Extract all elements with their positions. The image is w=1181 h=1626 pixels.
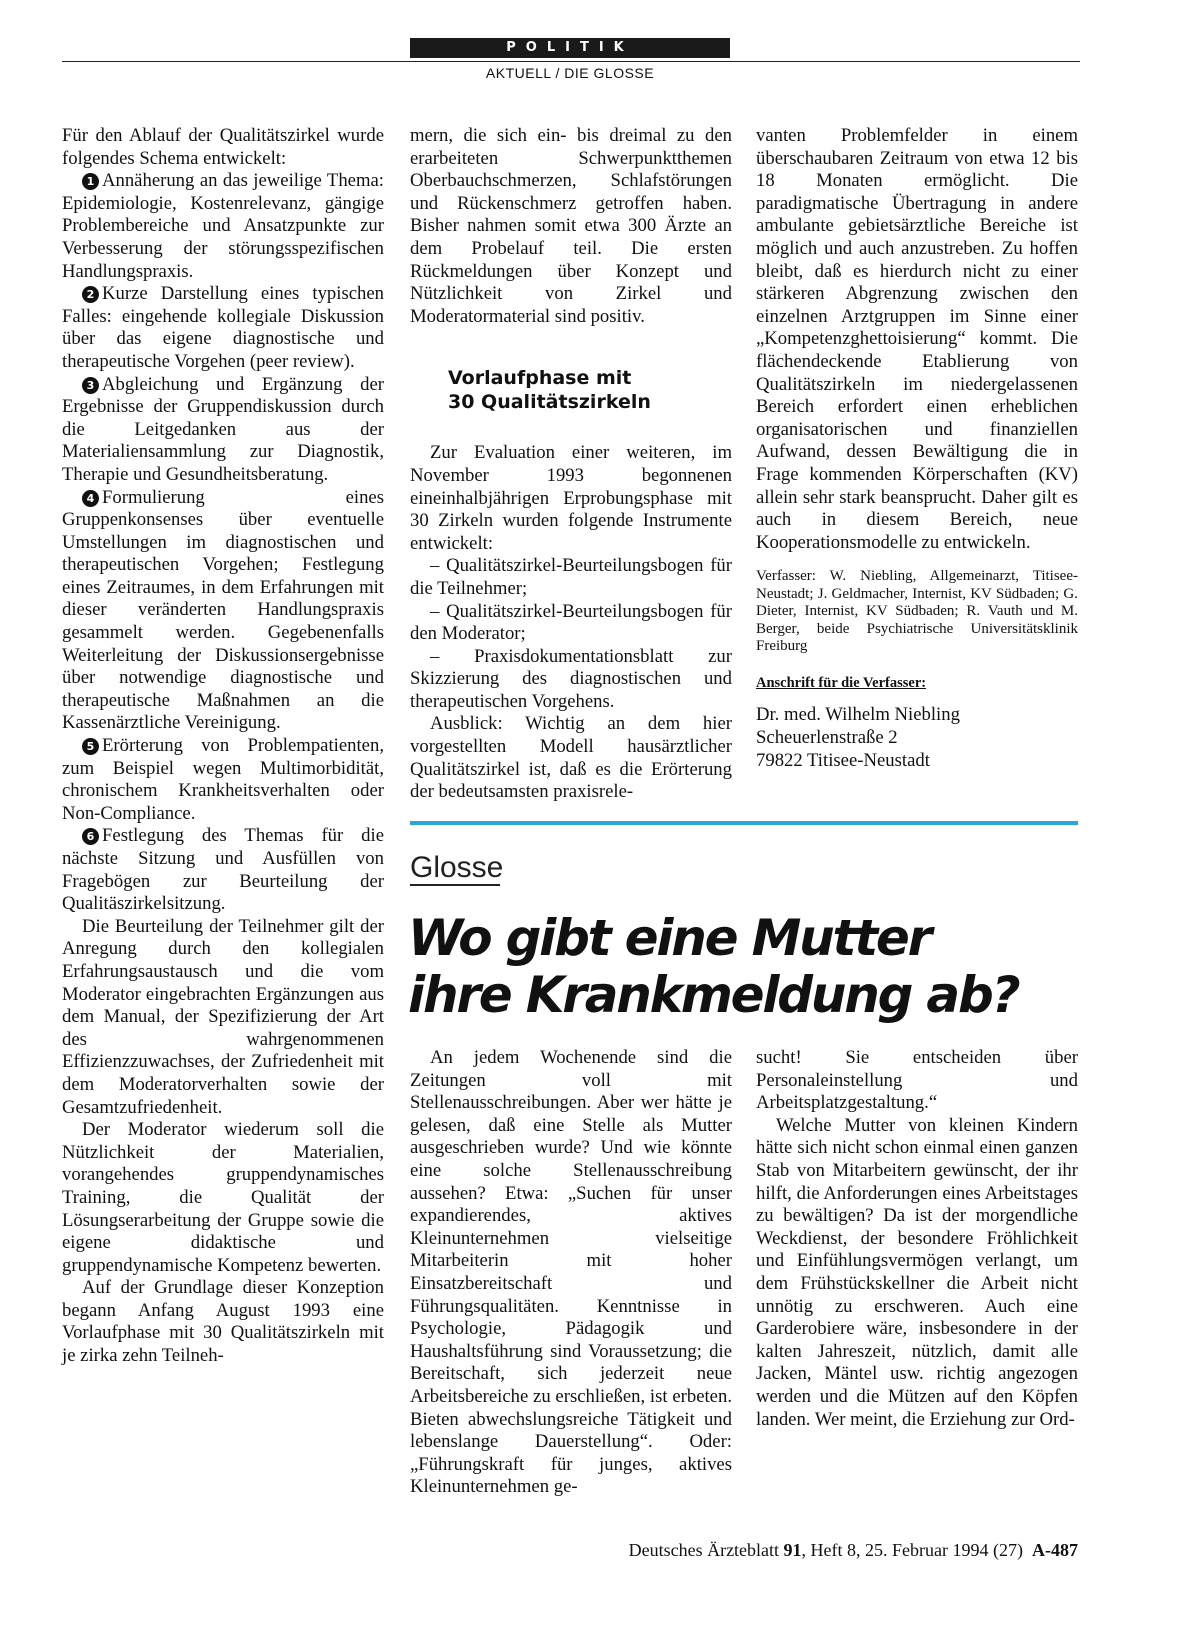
list-item: – Praxisdokumentationsblatt zur Skizzierung des diagnostischen und therapeutischen Vorgehens. (410, 645, 732, 712)
page-number: A-487 (1032, 1540, 1078, 1560)
subsection-label: AKTUELL / DIE GLOSSE (485, 65, 655, 81)
glosse-rubric: Glosse (410, 851, 504, 884)
paragraph: An jedem Wochenende sind die Zeitungen voll mit Stellenausschreibungen. Aber wer hätte je gelesen, daß eine Stelle als Mutter ausgeschrieben wurde? Und wie könnte eine solche Stellenausschreibung aussehen? Etwa: „Suchen für unser expandierendes, aktives Kleinunternehmen vielseitige Mitarbeiterin mit hoher Einsatzbereitschaft und Führungsqualitäten. Kenntnisse in Psychologie, Pädagogik und Haushaltsführung sind Voraussetzung; die Bereitschaft, sich jederzeit neue Arbeitsbereiche zu erschließen, ist erbeten. Bieten abwechslungsreiche Tätigkeit und lebenslange Dauerstellung“. Oder: „Führungskraft für junges, aktives Kleinunternehmen ge- (410, 1047, 732, 1498)
paragraph: Auf der Grundlage dieser Konzeption begann Anfang August 1993 eine Vorlaufphase mit 30 Qualitätszirkeln mit je zirka zehn Teilneh- (62, 1277, 384, 1367)
list-item: 5 Erörterung von Problempatienten, zum Beispiel wegen Multimorbidität, chronischem Krankheitsverhalten oder Non-Compliance. (62, 735, 384, 824)
page-footer (560, 1540, 1078, 1561)
number-badge-3: 3 (82, 377, 99, 394)
list-item: – Qualitätszirkel-Beurteilungsbogen für die Teilnehmer; (410, 555, 732, 599)
number-badge-4: 4 (82, 490, 99, 507)
journal-name: Deutsches Ärzteblatt (628, 1540, 784, 1560)
list-item: 4 Formulierung eines Gruppenkonsenses über eventuelle Umstellungen im diagnostischen und therapeutischen Vorgehen; Festlegung eines Zeitraumes, in dem Erfahrungen mit dieser veränderten Handlungspraxis gesammelt werden. Gegebenenfalls Weiterleitung der Diskussionsergebnisse über notwendige diagnostische und therapeutische Maßnahmen an die Kassenärztliche Vereinigung. (62, 486, 384, 734)
number-badge-1: 1 (82, 173, 99, 190)
address-block: Dr. med. Wilhelm Niebling Scheuerlenstraße 2 79822 Titisee-Neustadt (756, 704, 960, 771)
glosse-column-2 (756, 1047, 1078, 1431)
number-badge-2: 2 (82, 286, 99, 303)
article-column-2 (410, 125, 732, 804)
section-label: POLITIK (410, 38, 730, 58)
issue-info: , Heft 8, 25. Februar 1994 (27) (801, 1540, 1023, 1560)
paragraph: sucht! Sie entscheiden über Personaleinstellung und Arbeitsplatzgestaltung.“ (756, 1047, 1078, 1114)
paragraph: Welche Mutter von kleinen Kindern hätte sich nicht schon einmal einen ganzen Stab von Mitarbeitern gewünscht, der ihr hilft, die Anforderungen eines Arbeitstages zu bewältigen? Da ist der morgendliche Weckdienst, der besondere Fröhlichkeit und Einfühlungsvermögen verlangt, um dem Frühstückskellner die Arbeit nicht unnötig zu erschweren. Auch eine Garderobiere wäre, insbesondere in der kalten Jahreszeit, nützlich, damit alle Jacken, Mäntel usw. richtig angezogen werden und die Mützen auf den Köpfen landen. Wer meint, die Erziehung zur Ord- (756, 1114, 1078, 1430)
article-column-3 (756, 125, 1078, 772)
address-label: Anschrift für die Verfasser: (756, 674, 927, 691)
list-item: 6 Festlegung des Themas für die nächste Sitzung und Ausfüllen von Fragebögen zur Beurteilung der Qualitäszirkelsitzung. (62, 825, 384, 915)
paragraph: Für den Ablauf der Qualitätszirkel wurde folgendes Schema entwickelt: (62, 125, 384, 169)
paragraph: Der Moderator wiederum soll die Nützlichkeit der Materialien, vorangehendes gruppendynamisches Training, die Qualität der Lösungserarbeitung der Gruppe sowie die eigene didaktische und gruppendynamische Kompetenz bewerten. (62, 1119, 384, 1276)
list-item: 2 Kurze Darstellung eines typischen Falles: eingehende kollegiale Diskussion über das eigene diagnostische und therapeutische Vorgehen (peer review). (62, 283, 384, 372)
header-rule (62, 61, 1080, 62)
list-item: 1 Annäherung an das jeweilige Thema: Epidemiologie, Kostenrelevanz, gängige Problembereiche und Ansatzpunkte zur Verbesserung der störungsspezifischen Handlungspraxis. (62, 170, 384, 282)
list-item: 3 Abgleichung und Ergänzung der Ergebnisse der Gruppendiskussion durch die Leitgedanken aus der Materialiensammlung zur Diagnostik, Therapie und Gesundheitsberatung. (62, 373, 384, 485)
volume-number: 91 (783, 1540, 802, 1560)
paragraph: vanten Problemfelder in einem überschaubaren Zeitraum von etwa 12 bis 18 Monaten ermöglicht. Die paradigmatische Übertragung in andere ambulante gebietsärztliche Bereiche ist möglich und auch anzustreben. Zu hoffen bleibt, daß es hierdurch nicht zu einer stärkeren Abgrenzung zwischen den einzelnen Arztgruppen im Sinne einer „Kompetenzghettoisierung“ kommt. Die flächendeckende Etablierung von Qualitätszirkeln im niedergelassenen Bereich erfordert einen erheblichen organisatorischen und finanziellen Aufwand, dessen Bewältigung die in Frage kommenden Körperschaften (KV) allein sehr stark beansprucht. Daher gilt es auch in diesem Bereich, neue Kooperationsmodelle zu entwickeln. (756, 125, 1078, 553)
number-badge-5: 5 (82, 738, 99, 755)
author-credits: Verfasser: W. Niebling, Allgemeinarzt, Titisee-Neustadt; J. Geldmacher, Internist, KV Südbaden; G. Dieter, Internist, KV Südbaden; R. Vauth und M. Berger, beide Psychiatrische Universitätsklinik Freiburg (756, 568, 1078, 655)
glosse-headline: Wo gibt eine Mutter ihre Krankmeldung ab? (408, 909, 1019, 1024)
list-item: – Qualitätszirkel-Beurteilungsbogen für den Moderator; (410, 600, 732, 645)
paragraph: Die Beurteilung der Teilnehmer gilt der Anregung durch den kollegialen Erfahrungsaustausch und die vom Moderator eingebrachten Ergänzungen aus dem Manual, der Spezifizierung der Art des wahrgenommenen Effizienzzuwachses, der Zufriedenheit mit dem Moderatorverhalten sowie der Gesamtzufriedenheit. (62, 915, 384, 1118)
paragraph: Zur Evaluation einer weiteren, im November 1993 begonnenen eineinhalbjährigen Erprobungsphase mit 30 Zirkeln wurden folgende Instrumente entwickelt: (410, 442, 732, 554)
article-column-1 (62, 125, 384, 1368)
paragraph: mern, die sich ein- bis dreimal zu den erarbeiteten Schwerpunktthemen Oberbauchschmerzen, Schlafstörungen und Rückenschmerz getroffen haben. Bisher nahmen somit etwa 300 Ärzte an dem Probelauf teil. Die ersten Rückmeldungen über Konzept und Nützlichkeit von Zirkel und Moderatormaterial sind positiv. (410, 125, 732, 327)
rubric-underline (410, 884, 500, 886)
section-divider (410, 821, 1078, 825)
subheading: Vorlaufphase mit 30 Qualitätszirkeln (448, 367, 651, 414)
glosse-column-1 (410, 1047, 732, 1499)
paragraph: Ausblick: Wichtig an dem hier vorgestellten Modell hausärztlicher Qualitätszirkel ist, daß es die Erörterung der bedeutsamsten praxisrele- (410, 713, 732, 803)
number-badge-6: 6 (82, 828, 99, 845)
